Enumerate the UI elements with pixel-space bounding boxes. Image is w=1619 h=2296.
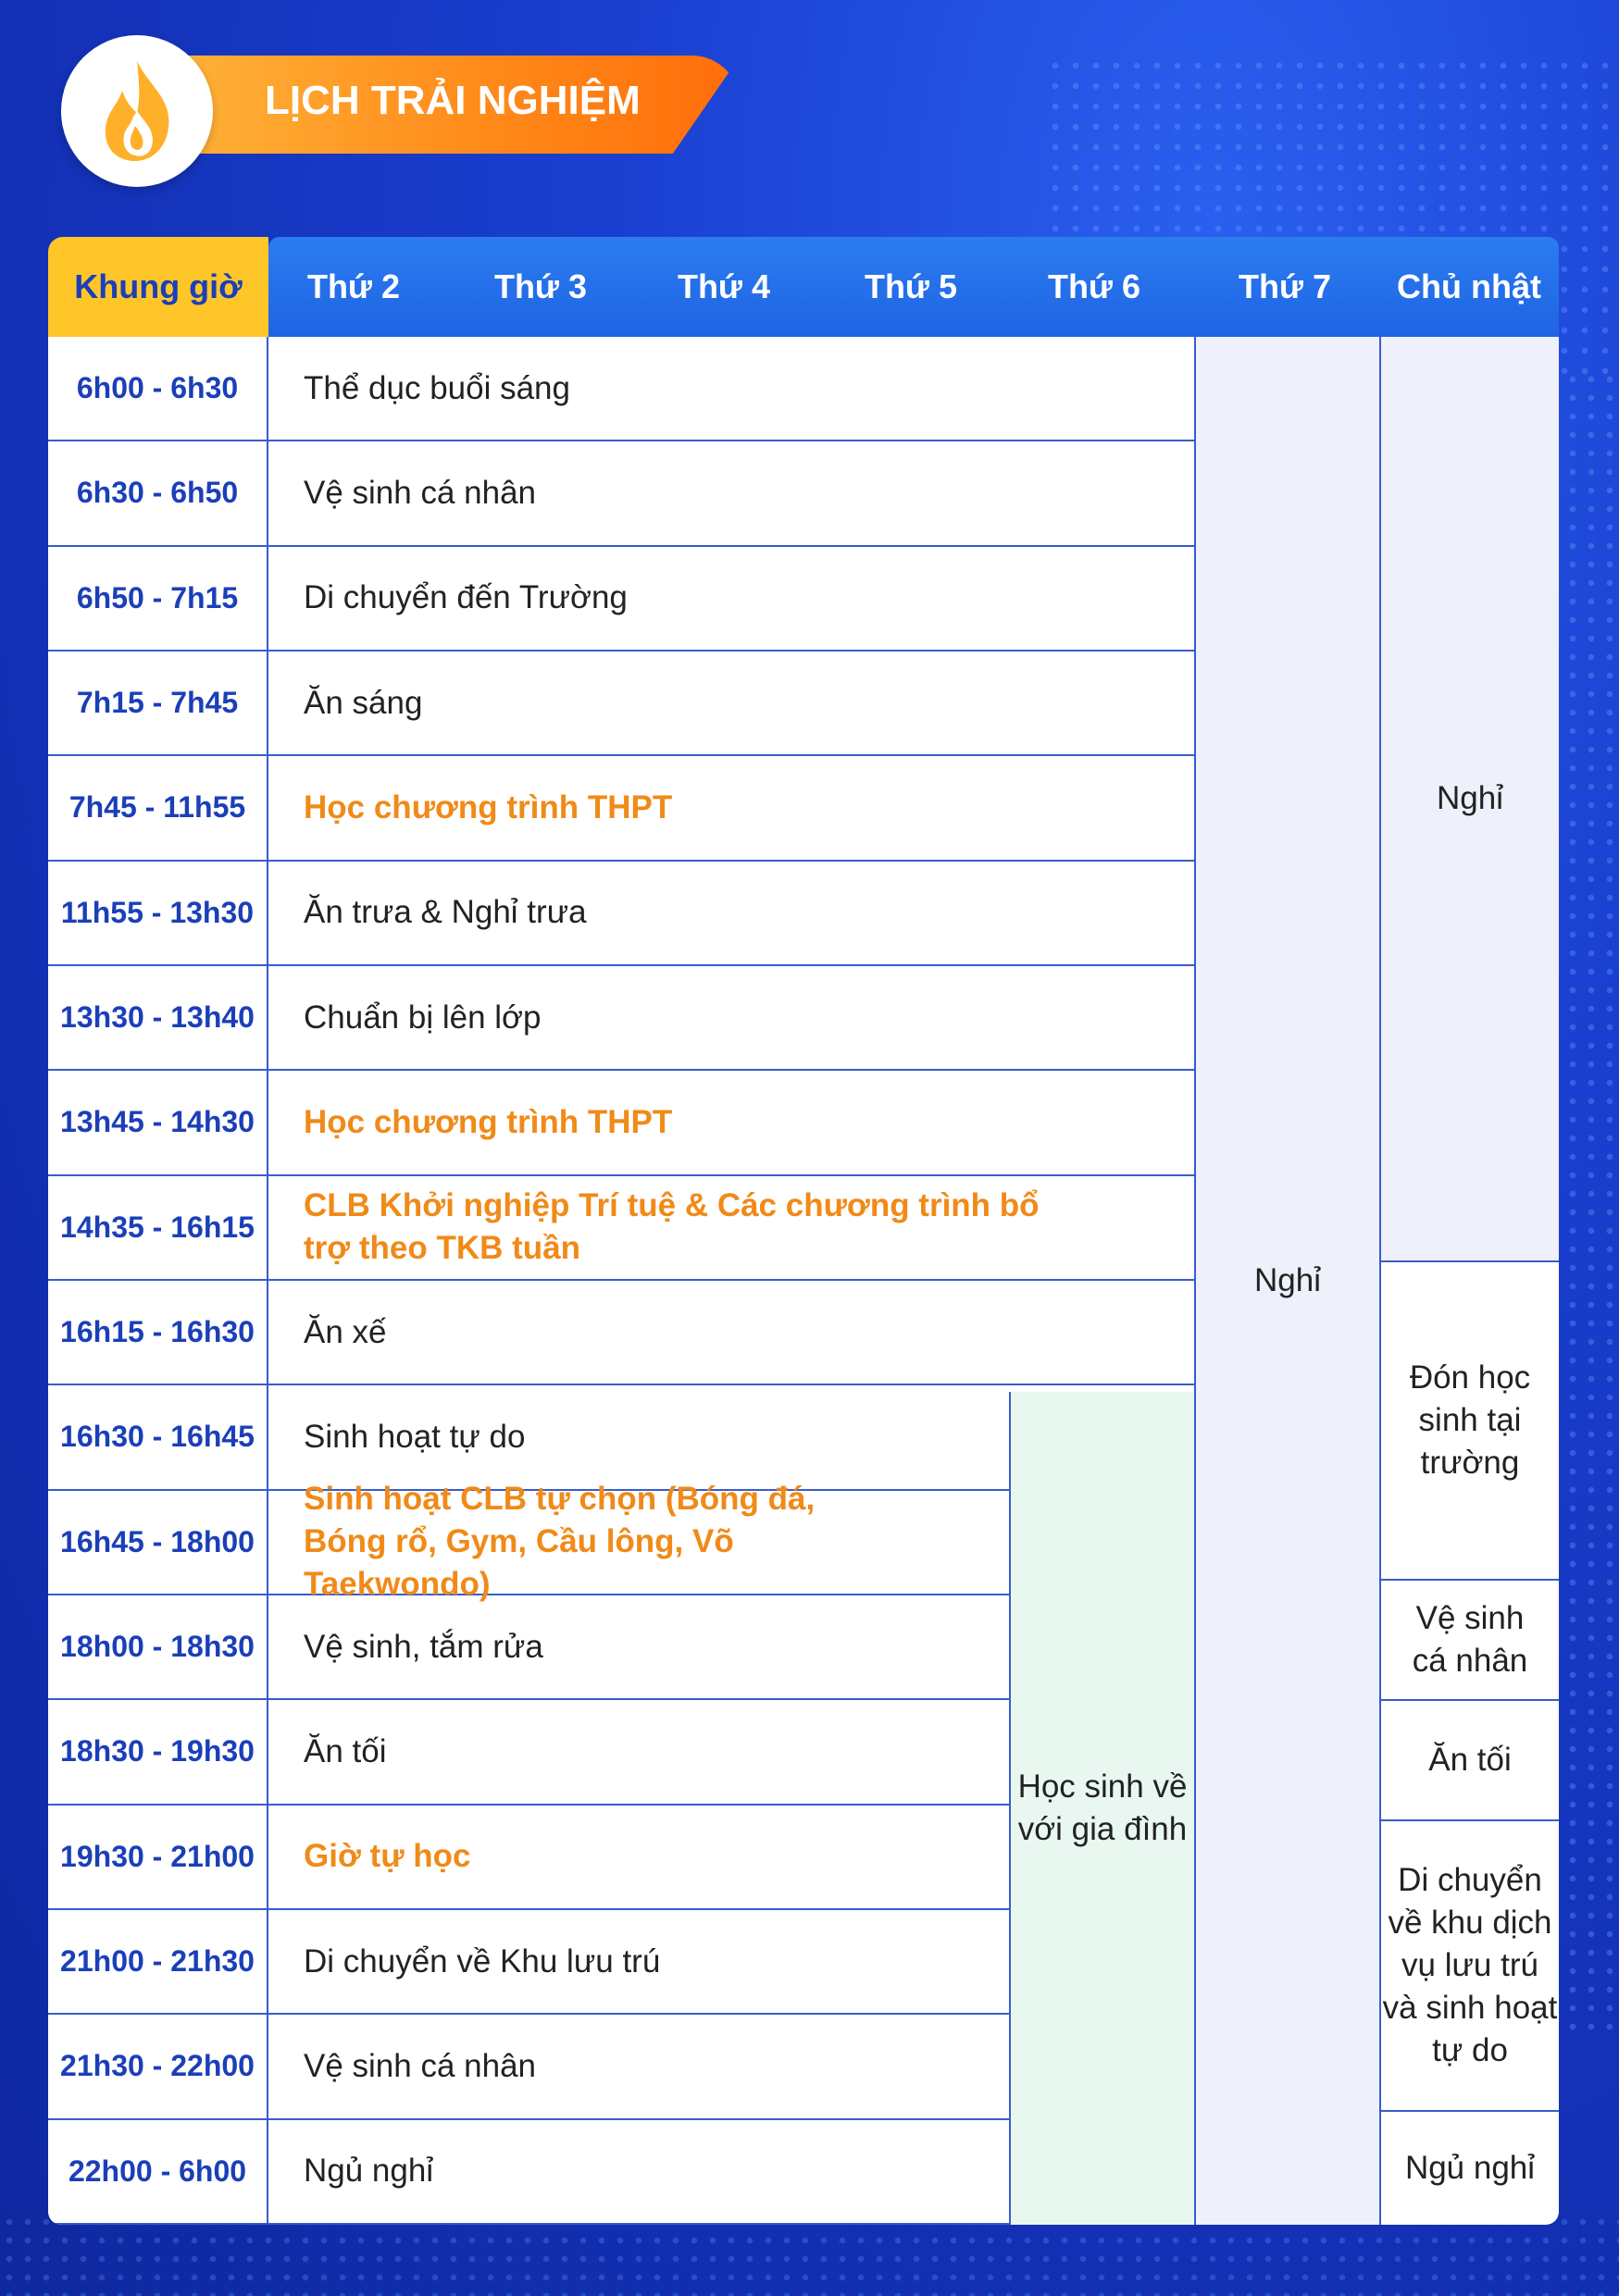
decor-dots-right — [1563, 370, 1619, 2036]
activity-cell: Học chương trình THPT — [268, 756, 1194, 861]
header-day: Thứ 5 — [864, 267, 958, 305]
time-slot: 6h50 - 7h15 — [48, 547, 268, 652]
header-day: Thứ 6 — [1047, 267, 1141, 305]
time-slot: 13h30 - 13h40 — [48, 966, 268, 1071]
time-slot: 21h30 - 22h00 — [48, 2015, 268, 2119]
activity-cell: Ăn trưa & Nghỉ trưa — [268, 862, 1194, 966]
header-day: Thứ 2 — [306, 267, 401, 305]
time-slot: 6h00 - 6h30 — [48, 337, 268, 441]
activity-cell: Vệ sinh cá nhân — [268, 2015, 1009, 2119]
time-slot: 16h45 - 18h00 — [48, 1491, 268, 1595]
sunday-pickup-cell: Đón học sinh tại trường — [1379, 1262, 1559, 1581]
header-day: Thứ 7 — [1238, 267, 1332, 305]
activity-cell: Vệ sinh cá nhân — [268, 441, 1194, 546]
time-slot: 19h30 - 21h00 — [48, 1806, 268, 1910]
friday-evening-cell: Học sinh về với gia đình — [1009, 1392, 1194, 2225]
logo — [61, 35, 213, 187]
sunday-dinner-cell: Ăn tối — [1379, 1701, 1559, 1821]
time-slot: 7h45 - 11h55 — [48, 756, 268, 861]
time-slot: 16h30 - 16h45 — [48, 1385, 268, 1490]
sunday-hygiene-cell: Vệ sinh cá nhân — [1379, 1581, 1559, 1701]
activity-cell: Giờ tự học — [268, 1806, 1009, 1910]
time-slot: 18h30 - 19h30 — [48, 1700, 268, 1805]
header-time-label: Khung giờ — [74, 267, 243, 305]
sunday-rest-cell: Nghỉ — [1379, 337, 1559, 1262]
sunday-move-cell: Di chuyển về khu dịch vụ lưu trú và sinh hoạt tự do — [1379, 1821, 1559, 2112]
time-slot: 18h00 - 18h30 — [48, 1595, 268, 1700]
table-body — [48, 337, 1559, 2225]
activity-cell: Thể dục buổi sáng — [268, 337, 1194, 441]
time-slot: 14h35 - 16h15 — [48, 1176, 268, 1281]
sunday-sleep-cell: Ngủ nghỉ — [1379, 2112, 1559, 2225]
activity-cell: Ăn tối — [268, 1700, 1009, 1805]
flame-icon — [94, 57, 180, 165]
activity-cell: Chuẩn bị lên lớp — [268, 966, 1194, 1071]
activity-cell: CLB Khởi nghiệp Trí tuệ & Các chương trình bổ trợ theo TKB tuần — [268, 1176, 1194, 1281]
activity-cell: Di chuyển về Khu lưu trú — [268, 1910, 1009, 2015]
time-slot: 11h55 - 13h30 — [48, 862, 268, 966]
schedule-table — [48, 237, 1559, 2225]
time-slot: 7h15 - 7h45 — [48, 652, 268, 756]
activity-cell: Học chương trình THPT — [268, 1071, 1194, 1175]
activity-cell: Ăn xế — [268, 1281, 1194, 1385]
activity-cell: Di chuyển đến Trường — [268, 547, 1194, 652]
activity-cell: Sinh hoạt tự do — [268, 1385, 1009, 1490]
header-day: Thứ 3 — [493, 267, 588, 305]
time-slot: 6h30 - 6h50 — [48, 441, 268, 546]
saturday-cell: Nghỉ — [1194, 337, 1379, 2225]
header-time — [48, 237, 268, 337]
time-slot: 22h00 - 6h00 — [48, 2120, 268, 2225]
time-slot: 13h45 - 14h30 — [48, 1071, 268, 1175]
time-slot: 21h00 - 21h30 — [48, 1910, 268, 2015]
header-day: Thứ 4 — [677, 267, 771, 305]
page-title: LỊCH TRẢI NGHIỆM — [265, 78, 641, 123]
activity-cell: Ngủ nghỉ — [268, 2120, 1009, 2225]
decor-dots-bottom — [0, 2213, 1619, 2296]
activity-cell: Sinh hoạt CLB tự chọn (Bóng đá, Bóng rổ, Gym, Cầu lông, Võ Taekwondo) — [268, 1491, 1009, 1595]
time-slot: 16h15 - 16h30 — [48, 1281, 268, 1385]
activity-cell: Vệ sinh, tắm rửa — [268, 1595, 1009, 1700]
header-day: Chủ nhật — [1397, 267, 1541, 305]
activity-cell: Ăn sáng — [268, 652, 1194, 756]
